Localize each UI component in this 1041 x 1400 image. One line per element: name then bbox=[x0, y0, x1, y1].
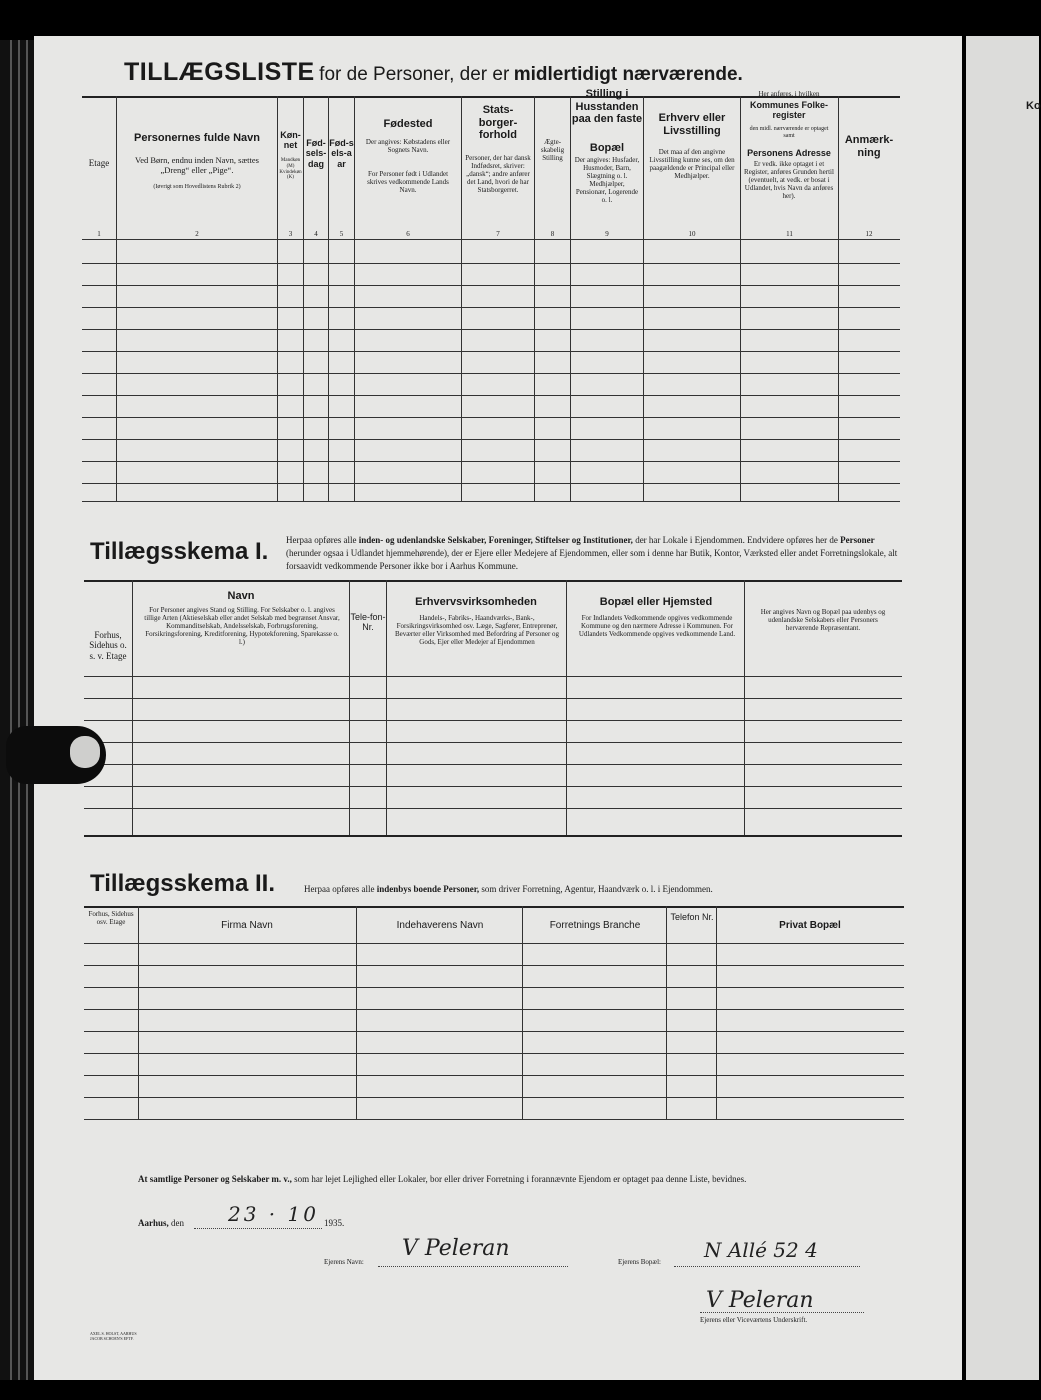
title-bold: midlertidigt nærværende. bbox=[513, 64, 743, 85]
col-register-desc: Er vedk. ikke optaget i et Register, anføres Grunden hertil (eventuelt, at vedk. er bosat i Udlandet, hvis Navn da anføres her). bbox=[744, 160, 834, 201]
skema-1-col-etage: Forhus, Sidehus o. s. v. Etage bbox=[89, 630, 127, 661]
col-number: 4 bbox=[314, 230, 318, 238]
page-edge bbox=[26, 40, 28, 1380]
col-occupation-desc: Det maa af den angivne Livsstilling kunne ses, om den paagældende er Principal eller Medhjælper. bbox=[649, 148, 735, 181]
year: 1935. bbox=[324, 1218, 345, 1228]
skema-1-col-phone: Tele-fon-Nr. bbox=[350, 612, 386, 633]
thumbnail bbox=[70, 736, 100, 768]
col-citizenship-head: Stats-borger-forhold bbox=[478, 104, 518, 142]
skema-1-col-address-desc: For Indlandets Vedkommende opgives vedkommende Kommune og den nærmere Adresse i Kommunen. For Udlandets Vedkommende opgives vedkommende Land. bbox=[578, 614, 736, 639]
col-birthyear-head: Fød-sels-aar bbox=[329, 138, 354, 169]
col-register-desc1: den midl. nærværende er optaget samt bbox=[749, 126, 829, 139]
col-household-head2: Bopæl bbox=[589, 142, 625, 154]
book-spine bbox=[0, 40, 34, 1380]
skema-1-col-name-head: Navn bbox=[227, 590, 255, 602]
col-birthplace-desc: Der angives: Købstadens eller Sognets Navn. bbox=[365, 138, 451, 155]
col-register-head2: Personens Adresse bbox=[747, 148, 831, 158]
col-number: 12 bbox=[865, 230, 873, 238]
col-number: 1 bbox=[97, 230, 101, 238]
skema-2-col-private-address: Privat Bopæl bbox=[779, 920, 841, 931]
col-birthplace-head: Fødested bbox=[383, 118, 433, 130]
skema-2-intro: Herpaa opføres alle indenbys boende Personer, som driver Forretning, Agentur, Haandværk o. l. i Ejendommen. bbox=[304, 884, 713, 894]
col-etage-desc: Etage bbox=[88, 158, 110, 168]
skema-2-col-phone: Telefon Nr. bbox=[670, 912, 714, 922]
col-sex-head: Køn-net bbox=[280, 130, 301, 151]
col-number: 5 bbox=[339, 230, 344, 238]
col-marital-desc: Ægte-skabelig Stilling bbox=[540, 138, 565, 163]
col-number: 11 bbox=[786, 230, 793, 238]
signature-label: Ejerens eller Viceværtens Underskrift. bbox=[700, 1316, 808, 1324]
col-number: 2 bbox=[195, 230, 199, 238]
col-register-head: Kommunes Folke-register bbox=[749, 100, 828, 121]
title-rest: for de Personer, der er bbox=[319, 64, 510, 85]
col-sex-desc: Mandkøn (M) Kvindekøn (K) bbox=[279, 158, 302, 181]
date-handwritten: 23 · 10 bbox=[228, 1202, 319, 1226]
skema-1-col-name-desc: For Personer angives Stand og Stilling. For Selskaber o. l. angives tillige Arten (Aktieselskab eller andet Selskab med begrænset Ansvar, Kommanditselskab, Andelsselskab, Forbrugsforening, Forsikringsforening, Kreditforening, Hypotekforening, Sparekasse o. l.) bbox=[144, 606, 340, 647]
col-birthplace-note: For Personer født i Udlandet skrives vedkommende Lands Navn. bbox=[367, 170, 449, 195]
right-page-fragment: Ko bbox=[1026, 100, 1041, 112]
col-birthday-head: Fød-sels-dag bbox=[305, 138, 327, 169]
col-number: 8 bbox=[550, 230, 555, 238]
attestation-statement: At samtlige Personer og Selskaber m. v., som har lejet Lejlighed eller Lokaler, bor eller driver Forretning i forannævnte Ejendom er optaget paa denne Liste, bevidnes. bbox=[138, 1174, 747, 1184]
skema-2-col-etage: Forhus, Sidehus osv. Etage bbox=[88, 910, 134, 927]
page-title bbox=[124, 58, 743, 87]
col-household-desc: Der angives: Husfader, Husmoder, Barn, Slægtning o. l. Medhjælper, Pensionær, Logerende o. l. bbox=[574, 156, 640, 205]
col-number: 6 bbox=[406, 230, 410, 238]
place-label: Aarhus, den bbox=[138, 1218, 185, 1228]
col-name-note: (Iøvrigt som Hovedlistens Rubrik 2) bbox=[153, 184, 241, 190]
col-household-head: Stilling i Husstanden paa den faste bbox=[571, 88, 643, 126]
col-register-head-small: Her anføres, i hvilken bbox=[758, 90, 820, 98]
skema-1-intro: Herpaa opføres alle inden- og udenlandske Selskaber, Foreninger, Stiftelser og Institutioner, der har Lokale i Ejendommen. Endvidere opføres her de Personer (herunder ogsaa i Udlandet hjemmehørende), der er Ejere eller Medejere af Ejendommen, eller som i denne har Butik, Kontor, Værksted eller andet Forretningslokale, alt forsaavidt vedkommende Personer ikke bor i Aarhus Kommune. bbox=[286, 535, 898, 572]
document-page bbox=[34, 36, 962, 1380]
skema-1-title: Tillægsskema I. bbox=[90, 538, 269, 565]
skema-2-col-owner: Indehaverens Navn bbox=[396, 920, 484, 931]
owner-name-handwritten: V Peleran bbox=[402, 1236, 510, 1261]
skema-2-title: Tillægsskema II. bbox=[90, 870, 275, 897]
printer-imprint: AXEL S. HOLST, AARHUS JACOB SCHOEN'S EFTF. bbox=[90, 1331, 137, 1341]
col-citizenship-desc: Personer, der har dansk Indfødsret, skriver: „dansk“; andre anfører det Land, hvori de har Statsborgerret. bbox=[465, 154, 531, 195]
col-name-desc: Ved Børn, endnu inden Navn, sættes „Dreng“ eller „Pige“. bbox=[135, 155, 259, 175]
col-number: 3 bbox=[288, 230, 293, 238]
right-page bbox=[966, 36, 1039, 1380]
owner-name-label: Ejerens Navn: bbox=[324, 1258, 364, 1266]
col-occupation-head: Erhverv eller Livsstilling bbox=[658, 112, 726, 137]
col-number: 10 bbox=[688, 230, 696, 238]
skema-2-col-branch: Forretnings Branche bbox=[549, 920, 641, 931]
title-main: TILLÆGSLISTE bbox=[124, 58, 315, 86]
owner-address-label: Ejerens Bopæl: bbox=[618, 1258, 661, 1266]
col-number: 9 bbox=[605, 230, 609, 238]
page-edge bbox=[10, 40, 12, 1380]
col-remarks-head: Anmærk-ning bbox=[844, 134, 894, 159]
col-number: 7 bbox=[496, 230, 500, 238]
skema-1-col-representative: Her angives Navn og Bopæl paa udenbys og udenlandske Selskabers eller Personers herværende Repræsentant. bbox=[760, 608, 886, 633]
owner-address-handwritten: N Allé 52 4 bbox=[704, 1238, 818, 1262]
skema-1-col-business-head: Erhvervsvirksomheden bbox=[415, 596, 537, 608]
skema-2-col-firm: Firma Navn bbox=[221, 920, 273, 931]
col-name-head: Personernes fulde Navn bbox=[134, 132, 260, 144]
page-edge bbox=[18, 40, 20, 1380]
skema-1-col-address-head: Bopæl eller Hjemsted bbox=[599, 596, 713, 608]
skema-1-col-business-desc: Handels-, Fabriks-, Haandværks-, Bank-, Forsikringsvirksomhed osv. Læge, Sagfører, Entreprenør, Beværter eller Virksomhed med Befordring af Personer og Gods, Ejer eller Medejer af Ejendommen bbox=[394, 614, 560, 647]
thumb bbox=[6, 726, 106, 784]
signature-handwritten: V Peleran bbox=[706, 1288, 814, 1313]
